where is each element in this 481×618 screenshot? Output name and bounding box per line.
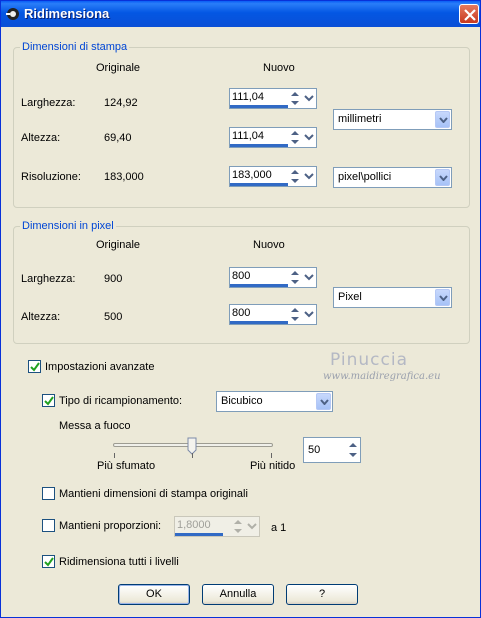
chevron-down-icon: [439, 175, 448, 181]
cancel-button[interactable]: Annulla: [202, 584, 274, 605]
focus-value-input[interactable]: 50: [303, 437, 361, 463]
focus-min-label: Più sfumato: [97, 460, 156, 472]
spin-arrows-icon[interactable]: [288, 167, 302, 186]
pixel-height-label: Altezza:: [21, 311, 61, 323]
slider-tick-mid: [192, 453, 193, 458]
chevron-down-icon[interactable]: [302, 167, 316, 186]
keep-print-size-label: Mantieni dimensioni di stampa originali: [59, 488, 248, 500]
pixel-height-original: 500: [104, 311, 123, 323]
pixel-width-original: 900: [104, 273, 123, 285]
chevron-down-icon: [439, 295, 448, 301]
advanced-settings-checkbox[interactable]: [28, 360, 41, 373]
print-height-original: 69,40: [104, 132, 132, 144]
print-col-original: Originale: [96, 62, 141, 74]
spin-arrows-icon[interactable]: [288, 89, 302, 108]
resample-checkbox[interactable]: [42, 394, 55, 407]
title-bar[interactable]: [1, 1, 480, 27]
close-button[interactable]: [459, 4, 479, 24]
resample-label: Tipo di ricampionamento:: [59, 395, 183, 407]
spin-arrows-icon[interactable]: [288, 128, 302, 147]
ratio-input[interactable]: 1,8000: [174, 516, 260, 537]
chevron-down-icon[interactable]: [302, 268, 316, 287]
window-title: Ridimensiona: [24, 6, 110, 21]
chevron-down-icon[interactable]: [302, 305, 316, 324]
chevron-down-icon[interactable]: [302, 89, 316, 108]
close-icon: [463, 8, 477, 22]
print-res-label: Risoluzione:: [21, 171, 81, 183]
print-unit-select[interactable]: millimetri: [333, 109, 452, 130]
print-res-original: 183,000: [104, 171, 144, 183]
chevron-down-icon: [320, 399, 329, 405]
print-col-new: Nuovo: [263, 62, 295, 74]
pixel-width-input[interactable]: 800: [229, 267, 317, 288]
print-width-original: 124,92: [104, 97, 138, 109]
app-icon: [5, 6, 21, 22]
resize-all-layers-checkbox[interactable]: [42, 555, 55, 568]
checkmark-icon: [44, 396, 54, 406]
chevron-down-icon: [439, 117, 448, 123]
print-width-input[interactable]: 111,04: [229, 88, 317, 109]
keep-ratio-checkbox[interactable]: [42, 519, 55, 532]
spin-arrows-icon[interactable]: [347, 439, 359, 461]
print-height-label: Altezza:: [21, 132, 61, 144]
ok-button[interactable]: OK: [118, 584, 190, 605]
pixel-col-new: Nuovo: [253, 239, 285, 251]
advanced-settings-label: Impostazioni avanzate: [45, 361, 155, 373]
print-width-label: Larghezza:: [21, 97, 76, 109]
resolution-unit-select[interactable]: pixel\pollici: [333, 167, 452, 188]
focus-label: Messa a fuoco: [59, 420, 131, 432]
slider-tick-max: [271, 453, 272, 458]
watermark-name: Pinuccia: [330, 350, 408, 370]
keep-print-size-checkbox[interactable]: [42, 487, 55, 500]
print-size-legend: Dimensioni di stampa: [22, 41, 128, 53]
checkmark-icon: [44, 557, 54, 567]
keep-ratio-label: Mantieni proporzioni:: [59, 520, 162, 532]
spin-arrows-icon[interactable]: [288, 305, 302, 324]
ratio-suffix: a 1: [271, 522, 287, 534]
print-height-input[interactable]: 111,04: [229, 127, 317, 148]
pixel-width-label: Larghezza:: [21, 273, 76, 285]
chevron-down-icon[interactable]: [302, 128, 316, 147]
resize-all-layers-label: Ridimensiona tutti i livelli: [59, 556, 179, 568]
watermark-site: www.maidiregrafica.eu: [323, 371, 441, 382]
chevron-down-icon[interactable]: [245, 517, 259, 536]
focus-max-label: Più nitido: [250, 460, 296, 472]
pixel-col-original: Originale: [96, 239, 141, 251]
spin-arrows-icon[interactable]: [231, 517, 245, 536]
help-button[interactable]: ?: [286, 584, 358, 605]
pixel-size-legend: Dimensioni in pixel: [22, 220, 114, 232]
pixel-unit-select[interactable]: Pixel: [333, 287, 452, 308]
resample-type-select[interactable]: Bicubico: [216, 391, 333, 412]
pixel-height-input[interactable]: 800: [229, 304, 317, 325]
slider-tick-min: [114, 453, 115, 458]
checkmark-icon: [30, 362, 40, 372]
print-res-input[interactable]: 183,000: [229, 166, 317, 187]
spin-arrows-icon[interactable]: [288, 268, 302, 287]
